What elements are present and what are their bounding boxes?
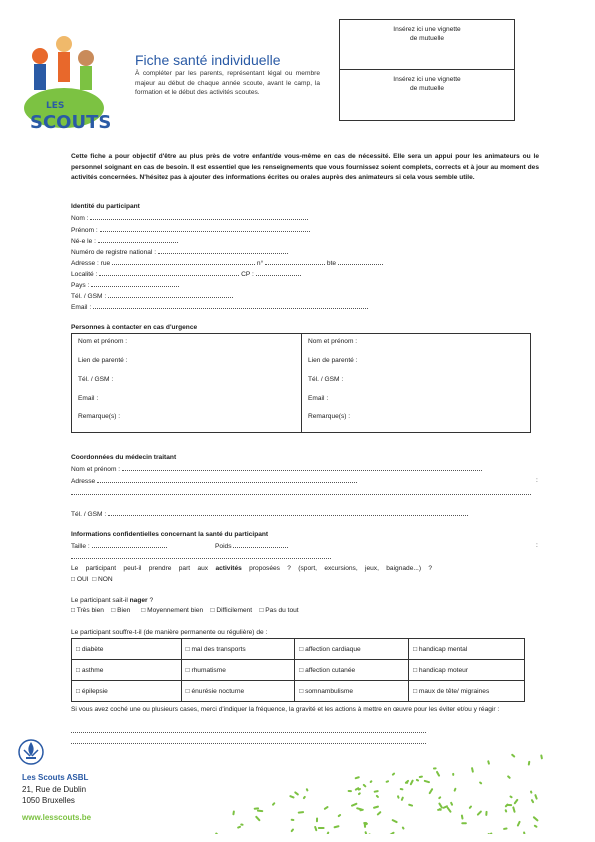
confetti-piece <box>504 809 507 813</box>
confetti-piece <box>401 826 404 830</box>
cond-affection-cutanee[interactable]: □ affection cutanée <box>295 660 409 681</box>
identity-email[interactable]: Email : <box>71 302 368 312</box>
footer-web[interactable]: www.lesscouts.be <box>22 813 92 822</box>
confetti-piece <box>314 826 318 832</box>
confetti-piece <box>364 831 368 834</box>
confetti-piece <box>436 771 441 777</box>
confetti-piece <box>528 761 531 766</box>
confetti-piece <box>289 795 295 799</box>
confetti-piece <box>358 792 362 796</box>
identity-ne[interactable]: Né-e le : <box>71 236 178 246</box>
contact-1-lien[interactable]: Lien de parenté : <box>78 357 128 364</box>
confetti-piece <box>373 805 379 809</box>
confetti-piece <box>291 819 295 821</box>
confetti-piece <box>511 753 516 757</box>
doctor-adresse-line2[interactable] <box>71 488 531 498</box>
cond-mal-transports[interactable]: □ mal des transports <box>181 639 295 660</box>
confetti-piece <box>479 781 483 785</box>
page-subtitle: À compléter par les parents, représentant légal ou membre majeur au début de chaque année scoute, avant le camp, la formation et le début des activités scoutes. <box>135 70 320 97</box>
confetti-piece <box>306 788 309 792</box>
confetti-piece <box>362 784 366 788</box>
identity-nom[interactable]: Nom : <box>71 213 308 223</box>
conditions-grid <box>71 638 525 702</box>
confetti-piece <box>401 796 405 801</box>
contacts-table <box>71 333 531 433</box>
confetti-piece <box>540 754 543 759</box>
confetti-piece <box>424 780 431 784</box>
confetti-piece <box>512 806 516 813</box>
cond-affection-cardiaque[interactable]: □ affection cardiaque <box>295 639 409 660</box>
activites-question: Le participant peut-il prendre part aux activités proposées ? (sport, excursions, jeux, baignade...) ? <box>71 565 433 572</box>
cond-asthme[interactable]: □ asthme <box>72 660 182 681</box>
nager-options[interactable]: □ Très bien □ Bien □ Moyennement bien □ Difficilement □ Pas du tout <box>71 607 299 614</box>
confetti-piece <box>517 821 521 827</box>
confetti-piece <box>232 810 235 815</box>
contact-2-remarque[interactable]: Remarque(s) : <box>308 413 351 420</box>
confetti-piece <box>365 822 367 825</box>
fleur-de-lys-icon <box>18 738 44 766</box>
confetti-piece <box>530 790 533 794</box>
confetti-piece <box>323 806 328 811</box>
confetti-piece <box>531 799 535 804</box>
identity-registre[interactable]: Numéro de registre national : <box>71 247 288 257</box>
confetti-piece <box>487 760 490 765</box>
confetti-piece <box>351 802 358 806</box>
confetti-piece <box>507 775 511 779</box>
contact-1-nom[interactable]: Nom et prénom : <box>78 338 128 345</box>
confetti-piece <box>503 827 508 830</box>
souffre-question: Le participant souffre-t-il (de manière permanente ou régulière) de : <box>71 629 268 636</box>
contact-2-email[interactable]: Email : <box>308 395 329 402</box>
cond-rhumatisme[interactable]: □ rhumatisme <box>181 660 295 681</box>
health-heading: Informations confidentielles concernant la santé du participant <box>71 531 269 538</box>
cases-instruction: Si vous avez coché une ou plusieurs cases, merci d'indiquer la fréquence, la gravité et les actions à mettre en œuvre pour les éviter et/ou y réagir : <box>71 706 500 713</box>
contact-1-remarque[interactable]: Remarque(s) : <box>78 413 121 420</box>
cond-diabete[interactable]: □ diabète <box>72 639 182 660</box>
health-colon: : <box>536 542 538 549</box>
confetti-piece <box>409 779 414 785</box>
confetti-piece <box>255 815 261 821</box>
confetti-piece <box>534 794 538 800</box>
confetti-piece <box>468 805 472 809</box>
contact-2-tel[interactable]: Tél. / GSM : <box>308 376 344 383</box>
confetti-piece <box>254 807 260 810</box>
confetti-piece <box>416 779 420 782</box>
confetti-piece <box>240 823 244 826</box>
confetti-decoration <box>215 744 545 834</box>
confetti-piece <box>302 795 306 799</box>
footer-org: Les Scouts ASBL <box>22 773 89 782</box>
confetti-piece <box>290 828 294 832</box>
contact-1 <box>72 334 301 432</box>
confetti-piece <box>385 780 389 783</box>
confetti-piece <box>533 824 537 828</box>
confetti-piece <box>215 832 220 834</box>
vignette-cell-1: Insérez ici une vignette de mutuelle <box>340 20 514 70</box>
confetti-piece <box>333 825 339 828</box>
confetti-piece <box>356 807 362 811</box>
vignette-box <box>339 19 515 121</box>
identity-adresse[interactable]: Adresse : rue n° bte <box>71 258 383 268</box>
confetti-piece <box>438 802 443 809</box>
confetti-piece <box>461 822 467 824</box>
confetti-piece <box>523 831 526 834</box>
confetti-piece <box>428 788 433 795</box>
confetti-piece <box>433 767 437 769</box>
cond-enuresie[interactable]: □ énurésie nocturne <box>181 681 295 702</box>
cases-line-1[interactable] <box>71 726 426 736</box>
contacts-heading: Personnes à contacter en cas d'urgence <box>71 324 198 331</box>
doctor-tel[interactable]: Tél. / GSM : <box>71 509 468 519</box>
confetti-piece <box>397 795 400 799</box>
svg-text:SCOUTS: SCOUTS <box>30 112 110 133</box>
health-taille[interactable]: Taille : <box>71 541 167 551</box>
contact-1-tel[interactable]: Tél. / GSM : <box>78 376 114 383</box>
confetti-piece <box>374 790 379 793</box>
cond-epilepsie[interactable]: □ épilepsie <box>72 681 182 702</box>
confetti-piece <box>506 804 512 806</box>
confetti-piece <box>438 796 442 800</box>
confetti-piece <box>348 790 352 792</box>
health-poids[interactable]: Poids <box>215 541 288 551</box>
confetti-piece <box>453 788 456 792</box>
cond-maux-tete[interactable]: □ maux de tête/ migraines <box>409 681 525 702</box>
confetti-piece <box>298 811 305 814</box>
identity-prenom[interactable]: Prénom : <box>71 225 310 235</box>
identity-pays[interactable]: Pays : <box>71 280 179 290</box>
doctor-adresse[interactable]: Adresse <box>71 476 357 486</box>
confetti-piece <box>389 831 395 834</box>
confetti-piece <box>513 798 518 804</box>
confetti-piece <box>450 802 454 807</box>
contact-2-nom[interactable]: Nom et prénom : <box>308 338 358 345</box>
confetti-piece <box>354 776 360 779</box>
confetti-piece <box>337 814 341 818</box>
confetti-piece <box>452 773 454 776</box>
doctor-heading: Coordonnées du médecin traitant <box>71 454 177 461</box>
health-line2[interactable] <box>71 552 331 562</box>
confetti-piece <box>368 833 374 834</box>
confetti-piece <box>476 810 482 816</box>
confetti-piece <box>294 791 299 796</box>
confetti-piece <box>257 810 264 813</box>
confetti-piece <box>318 827 325 829</box>
contact-2-lien[interactable]: Lien de parenté : <box>308 357 358 364</box>
identity-localite[interactable]: Localité : CP : <box>71 269 301 279</box>
cond-handicap-moteur[interactable]: □ handicap moteur <box>409 660 525 681</box>
nager-question: Le participant sait-il nager ? <box>71 597 154 604</box>
footer-addr2: 1050 Bruxelles <box>22 796 75 805</box>
svg-text:LES: LES <box>46 101 65 111</box>
intro-text: Cette fiche a pour objectif d'être au plus près de votre enfant/de vous-même en cas de nécessité. Elle sera un appui pour les animateurs ou le personnel soignant en cas de besoin. Il est essentiel que les renseignements que vous fournissez soient complets, corrects et à jour au moment des activités concernées. N'hésitez pas à ajouter des informations écrites ou orales auprès des animateurs si cela vous semble utile. <box>71 153 539 181</box>
doctor-nom[interactable]: Nom et prénom : <box>71 464 482 474</box>
cond-somnambulisme[interactable]: □ somnambulisme <box>295 681 409 702</box>
confetti-piece <box>461 814 464 819</box>
identity-tel[interactable]: Tél. / GSM : <box>71 291 233 301</box>
doctor-colon: : <box>536 477 538 484</box>
contact-1-email[interactable]: Email : <box>78 395 99 402</box>
scouts-logo <box>18 28 110 136</box>
confetti-piece <box>272 802 276 806</box>
page-title: Fiche santé individuelle <box>135 52 281 68</box>
confetti-piece <box>391 772 395 776</box>
confetti-piece <box>446 806 452 813</box>
activites-options[interactable]: □ OUI □ NON <box>71 576 113 583</box>
vignette-cell-2: Insérez ici une vignette de mutuelle <box>393 76 461 92</box>
confetti-piece <box>485 811 487 816</box>
cond-handicap-mental[interactable]: □ handicap mental <box>409 639 525 660</box>
confetti-piece <box>408 804 413 807</box>
confetti-piece <box>419 775 423 778</box>
confetti-piece <box>369 780 373 784</box>
confetti-piece <box>237 826 241 829</box>
confetti-piece <box>405 782 408 784</box>
confetti-piece <box>509 795 513 798</box>
confetti-piece <box>375 795 379 799</box>
confetti-piece <box>391 819 398 824</box>
confetti-piece <box>471 767 474 773</box>
confetti-piece <box>532 816 538 822</box>
contact-2 <box>301 334 531 432</box>
confetti-piece <box>376 811 381 816</box>
footer-addr1: 21, Rue de Dublin <box>22 785 87 794</box>
confetti-piece <box>325 831 329 834</box>
confetti-piece <box>316 817 318 822</box>
identity-heading: Identité du participant <box>71 203 140 210</box>
confetti-piece <box>400 788 404 791</box>
